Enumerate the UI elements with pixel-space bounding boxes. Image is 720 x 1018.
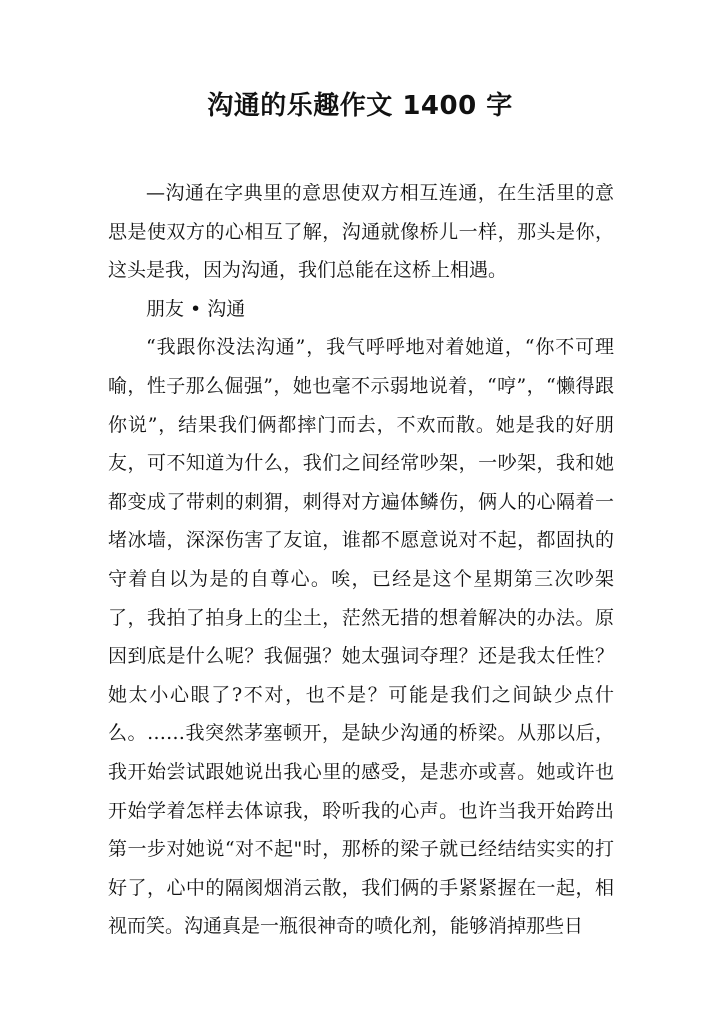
section-heading: 朋友 • 沟通 <box>146 297 246 320</box>
document-body <box>108 174 614 946</box>
document-title: 沟通的乐趣作文 1400 字 <box>207 91 513 121</box>
intro-paragraph: —沟通在字典里的意思使双方相互连通，在生活里的意思是使双方的心相互了解，沟通就像桥儿一样，那头是你，这头是我，因为沟通，我们总能在这桥上相遇。 <box>108 182 614 282</box>
story-paragraph: “我跟你没法沟通”，我气呼呼地对着她道，“你不可理喻，性子那么倔强”，她也毫不示弱地说着，“哼”，“懒得跟你说”，结果我们俩都摔门而去，不欢而散。她是我的好朋友，可不知道为什么，我们之间经常吵架，一吵架，我和她都变成了带刺的刺猬，刺得对方遍体鳞伤，俩人的心隔着一堵冰墙，深深伤害了友谊，谁都不愿意说对不起，都固执的守着自以为是的自尊心。唉，已经是这个星期第三次吵架了，我拍了拍身上的尘土，茫然无措的想着解决的办法。原因到底是什么呢？我倔强？她太强词夺理？还是我太任性？她太小心眼了?不对，也不是？可能是我们之间缺少点什么。……我突然茅塞顿开，是缺少沟通的桥梁。从那以后，我开始尝试跟她说出我心里的感受，是悲亦或喜。她或许也开始学着怎样去体谅我，聆听我的心声。也许当我开始跨出第一步对她说“对不起"时，那桥的梁子就已经结结实实的打好了，心中的隔阂烟消云散，我们俩的手紧紧握在一起，相视而笑。沟通真是一瓶很神奇的喷化剂，能够消掉那些日 <box>108 336 614 938</box>
